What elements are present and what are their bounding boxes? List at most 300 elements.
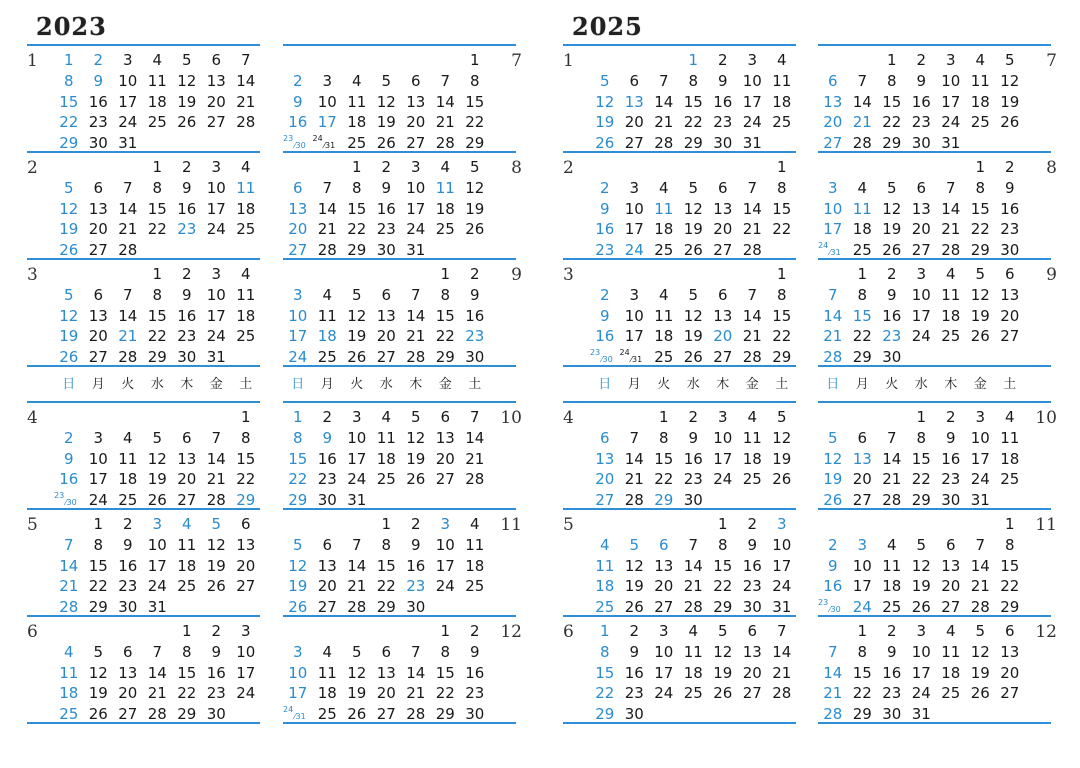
day-grid — [590, 621, 797, 725]
day-cell: 20 — [206, 92, 226, 111]
day-cell: 6 — [747, 622, 758, 640]
day-cell: 16 — [177, 199, 197, 218]
day-cell: 3 — [857, 535, 868, 554]
day-cell: 24⁄31 — [283, 705, 306, 722]
day-cell: 22 — [147, 220, 167, 239]
day-cell: 21 — [823, 327, 843, 346]
day-cell: 1 — [181, 622, 192, 640]
day-cell: 26 — [406, 470, 426, 489]
day-cell: 8 — [152, 285, 163, 304]
day-cell: 9 — [469, 642, 480, 661]
month-block — [563, 615, 796, 722]
day-cell: 30 — [911, 134, 931, 153]
weekday-label: 水 — [686, 377, 700, 392]
day-cell: 19 — [772, 449, 792, 468]
day-empty — [649, 264, 679, 285]
day-cell: 21 — [683, 577, 703, 596]
day-cell: 7 — [152, 642, 163, 661]
day-cell: 15 — [654, 449, 674, 468]
day-cell: 30 — [406, 598, 426, 617]
day-cell: 5 — [776, 408, 787, 426]
day-empty — [372, 50, 402, 71]
day-empty — [342, 50, 372, 71]
day-cell: 17 — [288, 327, 308, 346]
day-cell: 3 — [916, 622, 927, 640]
day-cell: 15 — [88, 556, 108, 575]
day-cell: 7 — [945, 178, 956, 197]
day-cell: 22 — [465, 113, 485, 132]
day-empty — [877, 514, 907, 535]
day-cell: 6 — [240, 515, 251, 533]
day-cell: 19 — [595, 113, 615, 132]
day-cell: 30 — [465, 348, 485, 367]
month-label: 8 — [1046, 158, 1057, 178]
day-cell: 14 — [654, 92, 674, 111]
month-block — [563, 258, 796, 365]
month-block — [27, 508, 260, 615]
day-cell: 3 — [351, 408, 362, 426]
day-grid — [818, 264, 1025, 368]
day-cell: 23 — [683, 470, 703, 489]
day-empty — [877, 407, 907, 428]
day-cell: 5 — [410, 408, 421, 426]
day-cell: 22 — [59, 113, 79, 132]
day-cell: 2 — [827, 535, 838, 554]
day-cell: 27 — [236, 577, 256, 596]
day-cell: 28 — [970, 598, 990, 617]
day-cell: 9 — [1004, 178, 1015, 197]
day-cell: 25 — [941, 684, 961, 703]
day-cell: 23 — [177, 220, 197, 239]
day-cell: 16 — [624, 663, 644, 682]
month-block — [818, 151, 1057, 260]
day-cell: 27 — [376, 705, 396, 724]
day-cell: 17 — [970, 449, 990, 468]
day-cell: 3 — [776, 515, 787, 533]
day-cell: 5 — [629, 535, 640, 554]
day-cell: 1 — [440, 622, 451, 640]
day-cell: 13 — [236, 535, 256, 554]
month-label: 9 — [511, 265, 522, 285]
day-cell: 17 — [624, 327, 644, 346]
day-cell: 4 — [440, 158, 451, 176]
day-cell: 19 — [59, 327, 79, 346]
day-cell: 18 — [683, 663, 703, 682]
day-empty — [708, 264, 738, 285]
day-cell: 16 — [59, 470, 79, 489]
day-cell: 11 — [177, 535, 197, 554]
day-cell: 21 — [852, 113, 872, 132]
day-empty — [818, 264, 848, 285]
day-cell: 3 — [322, 71, 333, 90]
day-cell: 15 — [435, 663, 455, 682]
day-cell: 25 — [177, 577, 197, 596]
day-cell: 8 — [857, 285, 868, 304]
day-cell: 29 — [654, 491, 674, 510]
day-cell: 2 — [747, 515, 758, 533]
day-cell: 20 — [823, 113, 843, 132]
day-cell: 6 — [1004, 622, 1015, 640]
month-block — [563, 44, 796, 151]
day-cell: 3 — [945, 51, 956, 69]
day-cell: 5 — [975, 622, 986, 640]
day-cell: 17 — [941, 92, 961, 111]
day-cell: 7 — [469, 408, 480, 426]
day-cell: 29 — [683, 134, 703, 153]
day-cell: 23 — [624, 684, 644, 703]
day-cell: 30 — [88, 134, 108, 153]
day-cell: 16 — [683, 449, 703, 468]
day-cell: 6 — [211, 51, 222, 69]
day-cell: 22 — [88, 577, 108, 596]
month-label: 7 — [511, 51, 522, 71]
day-empty — [848, 407, 878, 428]
day-cell: 21 — [206, 470, 226, 489]
day-cell: 18 — [147, 92, 167, 111]
day-cell: 3 — [827, 178, 838, 197]
day-empty — [818, 514, 848, 535]
month-label: 11 — [500, 515, 522, 535]
day-cell: 12 — [970, 642, 990, 661]
day-cell: 3 — [717, 408, 728, 426]
day-cell: 25 — [742, 470, 762, 489]
day-grid — [54, 50, 261, 154]
day-empty — [708, 157, 738, 178]
day-cell: 27 — [118, 705, 138, 724]
day-cell: 31 — [742, 134, 762, 153]
day-empty — [342, 264, 372, 285]
day-cell: 15 — [772, 199, 792, 218]
day-empty — [590, 514, 620, 535]
day-cell: 22 — [852, 327, 872, 346]
day-cell: 26 — [88, 705, 108, 724]
day-cell: 1 — [688, 51, 699, 69]
day-cell: 2 — [469, 622, 480, 640]
day-cell: 4 — [63, 642, 74, 661]
day-cell: 8 — [181, 642, 192, 661]
day-cell: 26 — [465, 220, 485, 239]
day-cell: 10 — [317, 92, 337, 111]
day-cell: 5 — [63, 178, 74, 197]
day-empty — [54, 264, 84, 285]
day-cell: 28 — [823, 348, 843, 367]
day-cell: 8 — [152, 178, 163, 197]
day-cell: 14 — [624, 449, 644, 468]
day-cell: 28 — [118, 348, 138, 367]
day-cell: 16 — [882, 306, 902, 325]
month-label: 1 — [563, 51, 574, 71]
day-cell: 4 — [658, 285, 669, 304]
day-empty — [143, 621, 173, 642]
day-empty — [936, 157, 966, 178]
day-empty — [313, 514, 343, 535]
day-cell: 18 — [236, 306, 256, 325]
day-cell: 7 — [827, 285, 838, 304]
day-cell: 29 — [595, 705, 615, 724]
day-cell: 9 — [181, 178, 192, 197]
day-cell: 11 — [317, 663, 337, 682]
day-cell: 21 — [406, 327, 426, 346]
day-cell: 17 — [88, 470, 108, 489]
day-empty — [84, 264, 114, 285]
day-cell: 6 — [440, 408, 451, 426]
month-block — [563, 401, 796, 508]
day-cell: 23 — [882, 327, 902, 346]
day-cell: 4 — [1004, 408, 1015, 426]
day-cell: 6 — [93, 178, 104, 197]
day-cell: 29 — [435, 705, 455, 724]
day-cell: 12 — [683, 199, 703, 218]
day-cell: 26 — [177, 113, 197, 132]
day-cell: 2 — [122, 515, 133, 533]
day-cell: 25 — [347, 134, 367, 153]
day-cell: 2 — [717, 51, 728, 69]
day-cell: 24⁄31 — [312, 134, 336, 151]
day-cell: 5 — [886, 178, 897, 197]
day-cell: 13 — [88, 199, 108, 218]
day-cell: 16 — [882, 663, 902, 682]
day-cell: 23 — [911, 113, 931, 132]
day-cell: 27 — [1000, 327, 1020, 346]
day-grid — [283, 407, 490, 511]
day-empty — [54, 157, 84, 178]
day-cell: 12 — [970, 285, 990, 304]
day-cell: 20 — [654, 577, 674, 596]
day-cell: 18 — [317, 327, 337, 346]
day-cell: 19 — [683, 220, 703, 239]
day-cell: 29 — [970, 241, 990, 260]
day-cell: 9 — [747, 535, 758, 554]
day-empty — [372, 264, 402, 285]
day-cell: 21 — [406, 684, 426, 703]
day-cell: 13 — [376, 663, 396, 682]
month-label: 5 — [563, 515, 574, 535]
day-empty — [401, 621, 431, 642]
day-cell: 22 — [435, 327, 455, 346]
month-block — [27, 151, 260, 258]
day-cell: 8 — [857, 642, 868, 661]
day-cell: 16 — [595, 327, 615, 346]
day-cell: 5 — [381, 71, 392, 90]
day-cell: 8 — [93, 535, 104, 554]
day-cell: 20 — [177, 470, 197, 489]
day-cell: 7 — [410, 642, 421, 661]
day-cell: 28 — [941, 241, 961, 260]
day-cell: 20 — [317, 577, 337, 596]
day-cell: 26 — [713, 684, 733, 703]
day-cell: 22 — [288, 470, 308, 489]
day-cell: 22 — [177, 684, 197, 703]
day-cell: 13 — [177, 449, 197, 468]
day-cell: 24 — [911, 327, 931, 346]
day-cell: 12 — [595, 92, 615, 111]
day-cell: 4 — [152, 51, 163, 69]
weekday-label: 日 — [291, 377, 305, 392]
weekday-label: 月 — [627, 377, 641, 392]
day-cell: 14 — [742, 306, 762, 325]
day-cell: 15 — [772, 306, 792, 325]
day-grid — [54, 407, 261, 511]
day-cell: 28 — [236, 113, 256, 132]
day-cell: 6 — [629, 71, 640, 90]
day-cell: 3 — [211, 158, 222, 176]
day-cell: 12 — [1000, 71, 1020, 90]
day-cell: 1 — [599, 622, 610, 640]
weekday-label: 木 — [944, 377, 958, 392]
day-cell: 27 — [376, 348, 396, 367]
day-cell: 23 — [713, 113, 733, 132]
day-cell: 11 — [772, 71, 792, 90]
day-cell: 1 — [857, 265, 868, 283]
day-cell: 9 — [599, 199, 610, 218]
day-cell: 6 — [93, 285, 104, 304]
day-cell: 2 — [469, 265, 480, 283]
day-cell: 25 — [941, 327, 961, 346]
day-grid — [818, 407, 1025, 511]
day-cell: 31 — [147, 598, 167, 617]
month-label: 10 — [1035, 408, 1057, 428]
day-cell: 13 — [118, 663, 138, 682]
day-grid — [283, 514, 490, 618]
day-cell: 6 — [945, 535, 956, 554]
day-cell: 10 — [118, 71, 138, 90]
day-cell: 7 — [63, 535, 74, 554]
day-cell: 14 — [823, 306, 843, 325]
day-cell: 13 — [941, 556, 961, 575]
day-cell: 2 — [181, 158, 192, 176]
day-cell: 25 — [654, 241, 674, 260]
day-cell: 16 — [595, 220, 615, 239]
day-cell: 26 — [823, 491, 843, 510]
calendar-column-b — [818, 44, 1057, 724]
day-cell: 28 — [852, 134, 872, 153]
day-cell: 7 — [747, 285, 758, 304]
day-cell: 24 — [206, 220, 226, 239]
day-cell: 8 — [886, 71, 897, 90]
day-cell: 28 — [347, 598, 367, 617]
day-cell: 20 — [1000, 306, 1020, 325]
day-cell: 3 — [122, 51, 133, 69]
day-cell: 23⁄30 — [54, 491, 77, 508]
day-empty — [649, 50, 679, 71]
day-cell: 18 — [317, 684, 337, 703]
day-grid — [54, 157, 261, 261]
day-cell: 20 — [1000, 663, 1020, 682]
day-cell: 19 — [1000, 92, 1020, 111]
day-cell: 15 — [595, 663, 615, 682]
day-cell: 20 — [742, 663, 762, 682]
day-cell: 27 — [595, 491, 615, 510]
day-empty — [431, 50, 461, 71]
day-cell: 18 — [742, 449, 762, 468]
day-cell: 18 — [654, 220, 674, 239]
day-cell: 12 — [88, 663, 108, 682]
day-cell: 23 — [376, 220, 396, 239]
day-cell: 10 — [772, 535, 792, 554]
day-cell: 1 — [916, 408, 927, 426]
day-cell: 28 — [406, 348, 426, 367]
day-grid — [590, 50, 797, 154]
day-cell: 19 — [683, 327, 703, 346]
day-cell: 21 — [742, 327, 762, 346]
day-cell: 6 — [717, 285, 728, 304]
day-cell: 26 — [970, 684, 990, 703]
day-cell: 28 — [624, 491, 644, 510]
day-cell: 25 — [970, 113, 990, 132]
day-cell: 25 — [882, 598, 902, 617]
day-cell: 8 — [469, 71, 480, 90]
day-cell: 25 — [852, 241, 872, 260]
day-cell: 22 — [347, 220, 367, 239]
day-cell: 8 — [440, 285, 451, 304]
day-cell: 6 — [410, 71, 421, 90]
day-cell: 26 — [683, 241, 703, 260]
day-cell: 26 — [288, 598, 308, 617]
day-cell: 24 — [970, 470, 990, 489]
day-cell: 5 — [351, 642, 362, 661]
day-cell: 30 — [177, 348, 197, 367]
day-empty — [907, 514, 937, 535]
day-cell: 23 — [317, 470, 337, 489]
day-cell: 22 — [376, 577, 396, 596]
day-cell: 1 — [886, 51, 897, 69]
day-cell: 2 — [945, 408, 956, 426]
day-cell: 14 — [742, 199, 762, 218]
day-cell: 20 — [236, 556, 256, 575]
day-grid — [818, 514, 1025, 618]
day-cell: 20 — [288, 220, 308, 239]
day-cell: 25 — [435, 220, 455, 239]
day-cell: 26 — [347, 348, 367, 367]
month-block — [283, 44, 522, 153]
day-cell: 9 — [410, 535, 421, 554]
day-cell: 24 — [941, 113, 961, 132]
month-block — [283, 151, 522, 260]
day-cell: 1 — [93, 515, 104, 533]
day-cell: 13 — [713, 199, 733, 218]
day-cell: 25 — [236, 327, 256, 346]
day-cell: 13 — [595, 449, 615, 468]
weekday-header — [818, 365, 1051, 401]
day-cell: 25 — [317, 348, 337, 367]
month-label: 12 — [1035, 622, 1057, 642]
day-cell: 13 — [1000, 285, 1020, 304]
day-empty — [620, 157, 650, 178]
day-cell: 4 — [658, 178, 669, 197]
day-cell: 9 — [916, 71, 927, 90]
day-cell: 18 — [941, 306, 961, 325]
weekday-header — [27, 365, 260, 401]
day-cell: 8 — [776, 178, 787, 197]
day-cell: 26 — [911, 598, 931, 617]
day-cell: 29 — [88, 598, 108, 617]
day-cell: 19 — [713, 663, 733, 682]
day-cell: 17 — [206, 199, 226, 218]
day-cell: 15 — [713, 556, 733, 575]
day-cell: 26 — [1000, 113, 1020, 132]
day-cell: 20 — [376, 327, 396, 346]
day-cell: 6 — [857, 428, 868, 447]
day-grid — [54, 264, 261, 368]
day-empty — [283, 514, 313, 535]
day-cell: 25 — [236, 220, 256, 239]
day-cell: 24⁄31 — [818, 241, 841, 258]
day-cell: 28 — [742, 348, 762, 367]
day-cell: 18 — [882, 577, 902, 596]
day-cell: 22 — [236, 470, 256, 489]
day-cell: 11 — [317, 306, 337, 325]
day-cell: 4 — [240, 158, 251, 176]
